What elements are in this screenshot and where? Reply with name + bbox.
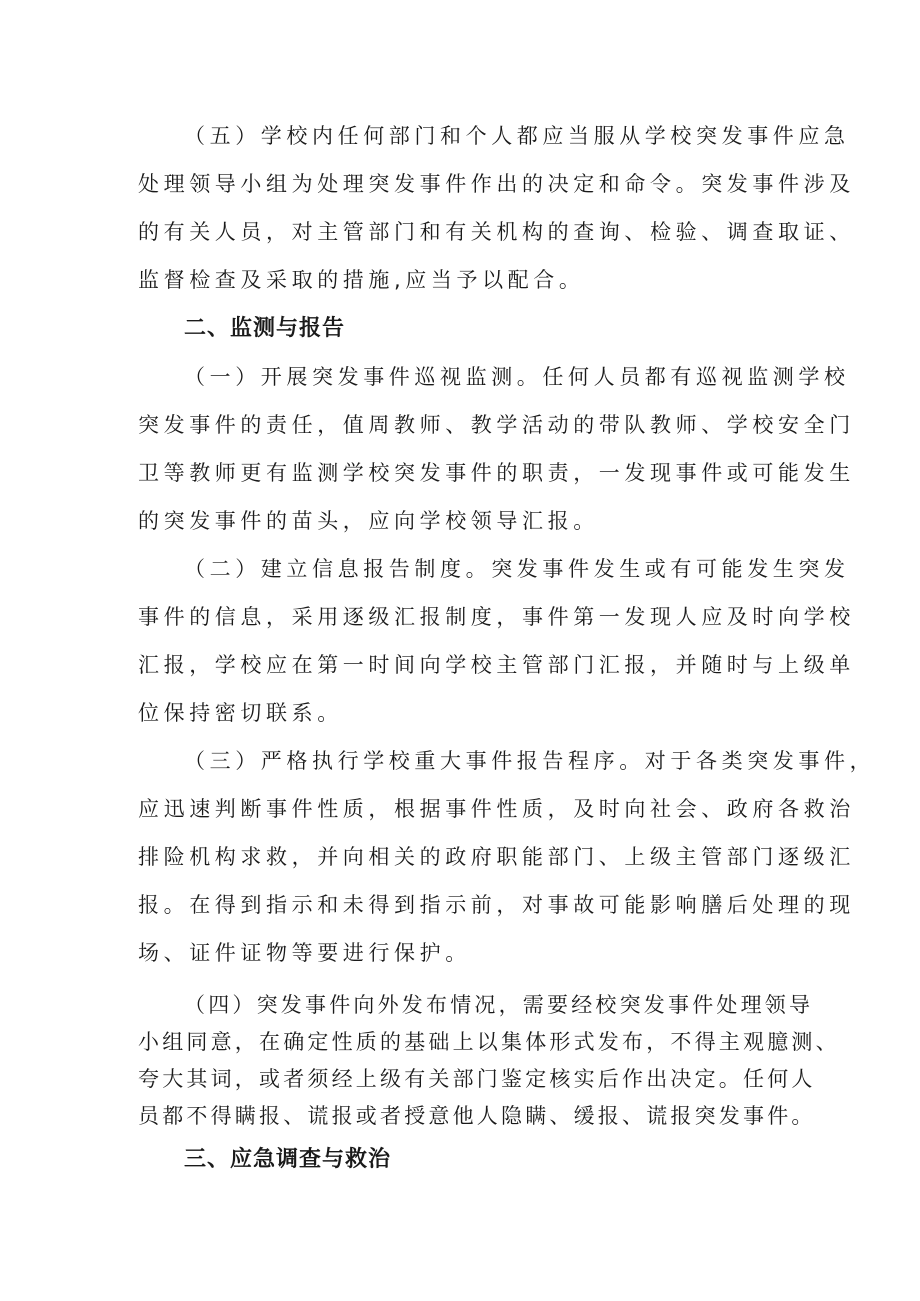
paragraph-3-line-2: 应迅速判断事件性质，根据事件性质，及时向社会、政府各救治 [138,797,855,821]
paragraph-1-line-1: （一）开展突发事件巡视监测。任何人员都有巡视监测学校 [184,365,850,389]
paragraph-5-line-1: （五）学校内任何部门和个人都应当服从学校突发事件应急 [184,124,850,148]
paragraph-3-line-1: （三）严格执行学校重大事件报告程序。对于各类突发事件， [184,749,876,773]
paragraph-3-line-5: 场、证件证物等要进行保护。 [138,941,471,965]
paragraph-1-line-3: 卫等教师更有监测学校突发事件的职责，一发现事件或可能发生 [138,461,855,485]
paragraph-4-line-1: （四）突发事件向外发布情况，需要经校突发事件处理领导 [184,993,814,1017]
paragraph-2-line-3: 汇报，学校应在第一时间向学校主管部门汇报，并随时与上级单 [138,653,855,677]
paragraph-3-line-4: 报。在得到指示和未得到指示前，对事故可能影响膳后处理的现 [138,893,855,917]
paragraph-5-line-3: 的有关人员，对主管部门和有关机构的查询、检验、调查取证、 [138,220,855,244]
paragraph-1-line-4: 的突发事件的苗头，应向学校领导汇报。 [138,509,599,533]
paragraph-2-line-1: （二）建立信息报告制度。突发事件发生或有可能发生突发 [184,557,850,581]
paragraph-2-line-4: 位保持密切联系。 [138,701,343,725]
paragraph-4-line-3: 夸大其词，或者须经上级有关部门鉴定核实后作出决定。任何人 [138,1067,816,1091]
section-heading-monitoring: 二、监测与报告 [184,316,346,341]
paragraph-1-line-2: 突发事件的责任，值周教师、教学活动的带队教师、学校安全门 [138,413,855,437]
paragraph-4-line-4: 员都不得瞒报、谎报或者授意他人隐瞒、缓报、谎报突发事件。 [138,1104,816,1128]
paragraph-5-line-4: 监督检查及采取的措施,应当予以配合。 [138,268,585,292]
paragraph-5-line-2: 处理领导小组为处理突发事件作出的决定和命令。突发事件涉及 [138,172,855,196]
paragraph-2-line-2: 事件的信息，采用逐级汇报制度，事件第一发现人应及时向学校 [138,605,855,629]
paragraph-3-line-3: 排险机构求救，并向相关的政府职能部门、上级主管部门逐级汇 [138,845,855,869]
paragraph-4-line-2: 小组同意，在确定性质的基础上以集体形式发布，不得主观臆测、 [138,1030,840,1054]
section-heading-emergency: 三、应急调查与救治 [184,1147,392,1172]
